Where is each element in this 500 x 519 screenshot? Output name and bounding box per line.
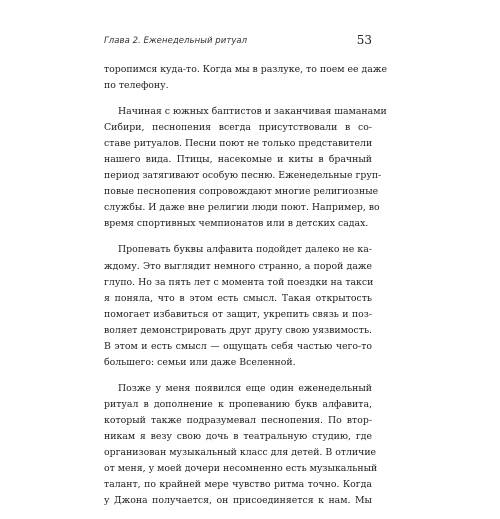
text-line: Сибири, песнопения всегда присутствовали в со- [104, 122, 372, 134]
text-line: большего: семьи или даже Вселенной. [104, 356, 296, 368]
paragraph [104, 104, 387, 232]
paragraph [104, 242, 372, 370]
text-line: организован музыкальный класс для детей. В отличие [104, 447, 377, 459]
text-line: который также подразумевал песнопения. По втор- [104, 414, 372, 426]
text-line: никам я везу свою дочь в театральную студию, где [104, 430, 372, 442]
text-line: нашего вида. Птицы, насекомые и киты в брачный [104, 154, 372, 166]
running-title: Глава 2. Еженедельный ритуал [104, 36, 248, 46]
text-line: по телефону. [104, 80, 169, 92]
paragraph [104, 381, 378, 509]
body-text [104, 62, 387, 519]
text-line: Позже у меня появился еще один еженедельный [118, 382, 372, 394]
text-line: повые песнопения сопровождают многие религиозные [104, 186, 379, 198]
paragraph [104, 62, 387, 94]
text-line: торопимся куда-то. Когда мы в разлуке, то поем ее даже [104, 64, 387, 75]
text-line: В этом и есть смысл — ощущать себя частью чего-то [104, 340, 372, 352]
text-line: службы. И даже вне религии люди поют. Например, во [104, 202, 380, 214]
text-line: ритуал в дополнение к пропеванию букв алфавита, [104, 398, 372, 410]
text-line: Начиная с южных баптистов и заканчивая шаманами [118, 106, 387, 118]
text-line: ждому. Это выглядит немного странно, а порой даже [104, 260, 372, 272]
text-line: талант, по крайней мере чувство ритма точно. Когда [104, 479, 372, 491]
text-line: воляет демонстрировать друг другу свою уязвимость. [104, 324, 372, 336]
text-line: период затягивают особую песню. Еженедельные груп- [104, 170, 382, 182]
text-line: я поняла, что в этом есть смысл. Такая открытость [104, 292, 372, 304]
book-page [104, 0, 387, 507]
text-line: Пропевать буквы алфавита подойдет далеко не ка- [118, 244, 372, 256]
text-line: помогает избавиться от защит, укрепить связь и поз- [104, 308, 372, 320]
page-number: 53 [356, 33, 372, 47]
text-line: от меня, у моей дочери несомненно есть музыкальный [104, 463, 378, 475]
text-line: время спортивных чемпионатов или в детских садах. [104, 218, 369, 230]
text-line: у Джона получается, он присоединяется к нам. Мы [104, 495, 372, 507]
text-line: ставе ритуалов. Песни поют не только представители [104, 138, 373, 150]
text-line: глупо. Но за пять лет с момента той поездки на такси [104, 276, 374, 288]
running-head [104, 33, 372, 50]
